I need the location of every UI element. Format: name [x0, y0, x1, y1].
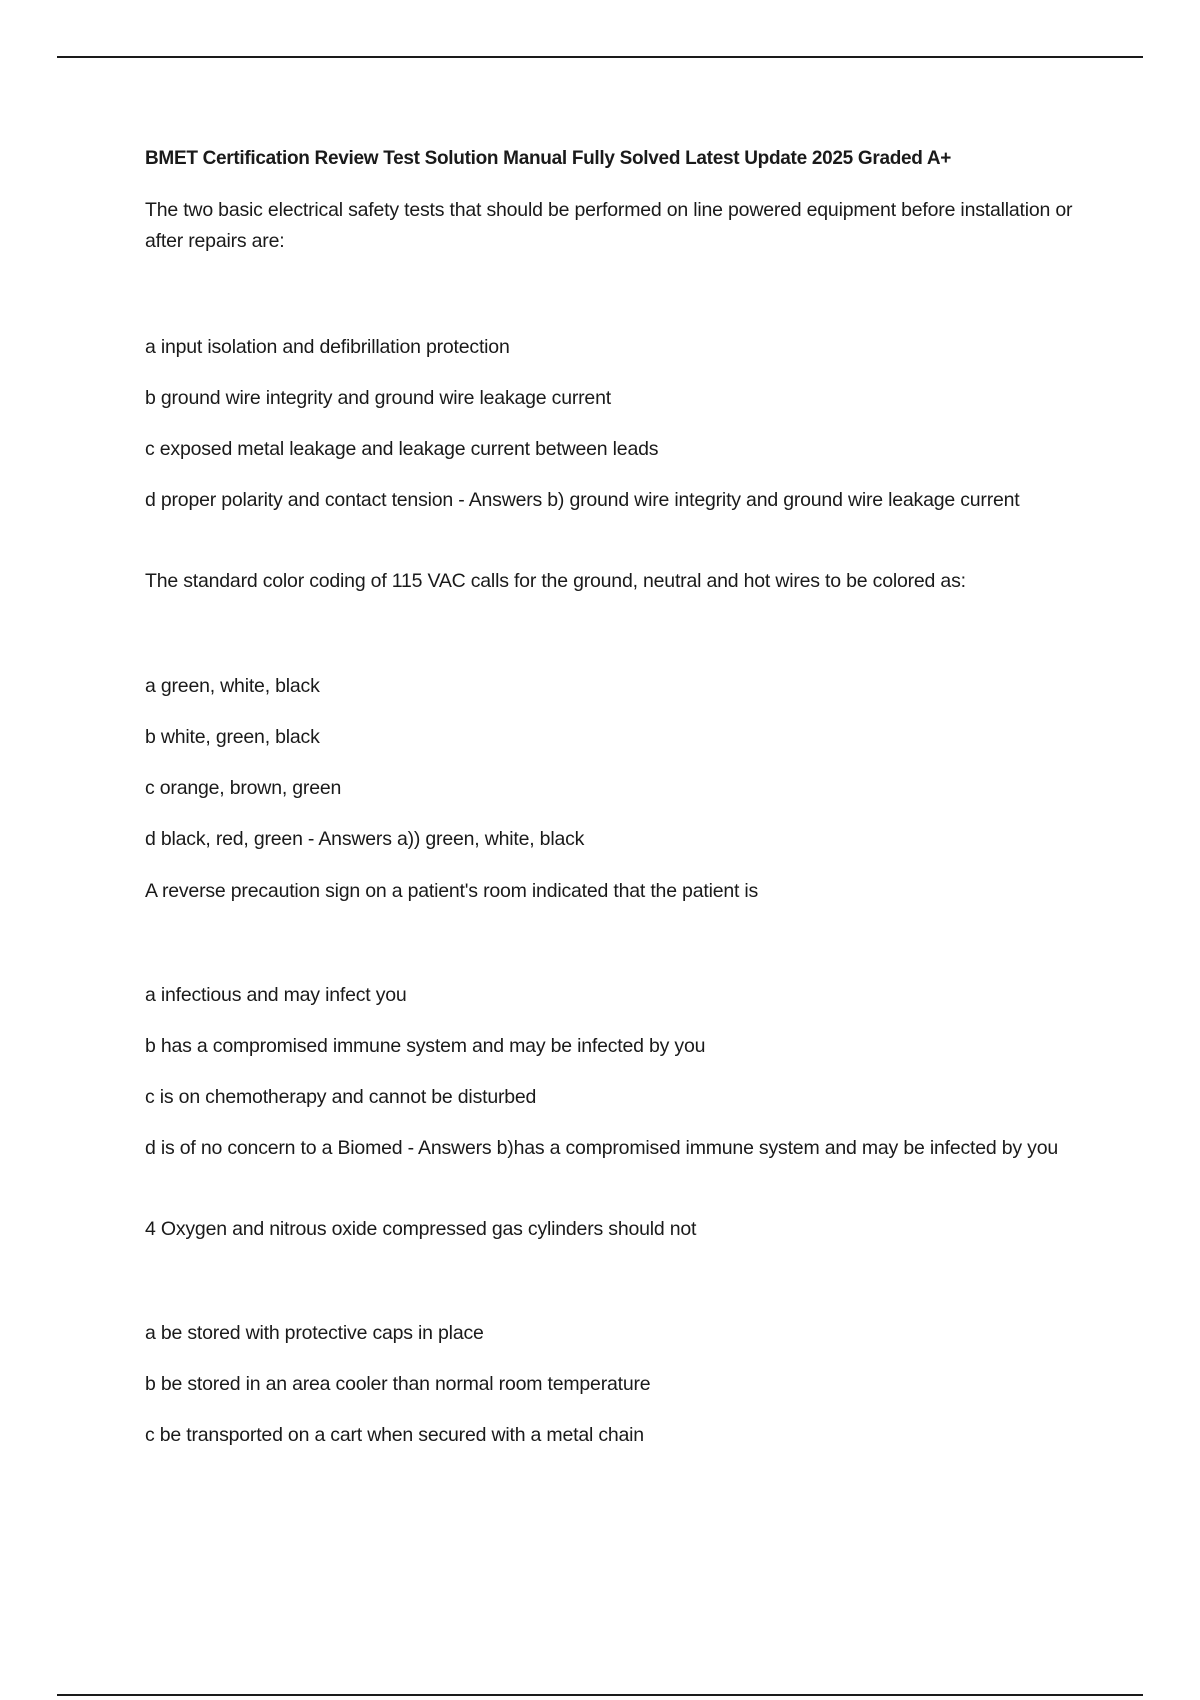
question-4-option-a: a be stored with protective caps in place	[145, 1322, 484, 1344]
question-3-option-d-answer: d is of no concern to a Biomed - Answers b)has a compromised immune system and may be infected by you	[145, 1137, 1058, 1159]
document-title: BMET Certification Review Test Solution Manual Fully Solved Latest Update 2025 Graded A+	[145, 148, 952, 169]
question-3-option-c: c is on chemotherapy and cannot be disturbed	[145, 1086, 537, 1108]
question-1-option-b: b ground wire integrity and ground wire leakage current	[145, 387, 611, 409]
question-3-stem: A reverse precaution sign on a patient's room indicated that the patient is	[145, 880, 759, 902]
question-4-stem: 4 Oxygen and nitrous oxide compressed gas cylinders should not	[145, 1218, 697, 1240]
question-2-option-b: b white, green, black	[145, 726, 320, 748]
question-4-option-b: b be stored in an area cooler than normal room temperature	[145, 1373, 651, 1395]
top-rule	[57, 56, 1143, 58]
question-3-option-a: a infectious and may infect you	[145, 984, 407, 1006]
question-1-stem: The two basic electrical safety tests that should be performed on line powered equipment before installation or after repairs are:	[145, 199, 1073, 252]
question-2-option-d-answer: d black, red, green - Answers a)) green, white, black	[145, 828, 585, 850]
question-2-option-a: a green, white, black	[145, 675, 320, 697]
bottom-rule	[57, 1694, 1143, 1696]
question-1-option-c: c exposed metal leakage and leakage current between leads	[145, 438, 659, 460]
question-3-option-b: b has a compromised immune system and may be infected by you	[145, 1035, 706, 1057]
question-1-option-d-answer: d proper polarity and contact tension - Answers b) ground wire integrity and ground wire leakage current	[145, 489, 1020, 511]
question-1-option-a: a input isolation and defibrillation protection	[145, 336, 510, 358]
question-4-option-c: c be transported on a cart when secured with a metal chain	[145, 1424, 644, 1446]
question-2-stem: The standard color coding of 115 VAC calls for the ground, neutral and hot wires to be colored as:	[145, 570, 966, 592]
question-2-option-c: c orange, brown, green	[145, 777, 342, 799]
